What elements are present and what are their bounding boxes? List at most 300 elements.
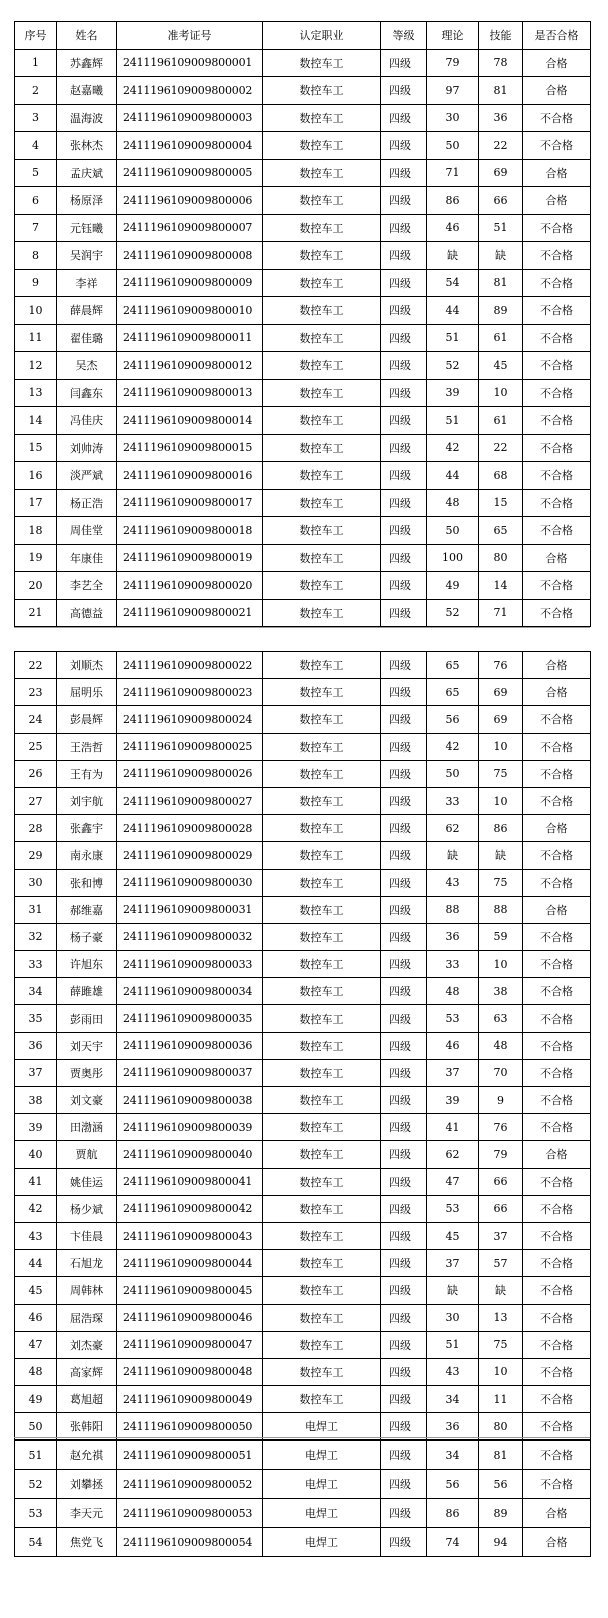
table-row xyxy=(15,923,591,950)
cell-name: 淡严斌 xyxy=(57,462,117,490)
cell-passed: 不合格 xyxy=(523,842,591,869)
cell-index: 47 xyxy=(15,1331,57,1358)
cell-passed: 合格 xyxy=(523,544,591,572)
table-row xyxy=(15,132,591,160)
cell-index: 37 xyxy=(15,1059,57,1086)
cell-occupation: 数控车工 xyxy=(263,324,381,352)
cell-theory-score: 48 xyxy=(427,489,479,517)
cell-occupation: 数控车工 xyxy=(263,869,381,896)
cell-passed: 合格 xyxy=(523,77,591,105)
cell-exam-id: 2411196109009800008 xyxy=(117,242,263,270)
cell-theory-score: 86 xyxy=(427,187,479,215)
cell-theory-score: 44 xyxy=(427,462,479,490)
cell-passed: 不合格 xyxy=(523,923,591,950)
cell-exam-id: 2411196109009800009 xyxy=(117,269,263,297)
table-row xyxy=(15,1141,591,1168)
cell-level: 四级 xyxy=(381,1499,427,1528)
table-row xyxy=(15,896,591,923)
cell-exam-id: 2411196109009800048 xyxy=(117,1358,263,1385)
cell-exam-id: 2411196109009800039 xyxy=(117,1114,263,1141)
cell-name: 张和博 xyxy=(57,869,117,896)
cell-occupation: 数控车工 xyxy=(263,978,381,1005)
cell-skill-score: 57 xyxy=(479,1250,523,1277)
cell-skill-score: 9 xyxy=(479,1087,523,1114)
cell-occupation: 数控车工 xyxy=(263,269,381,297)
table-row xyxy=(15,1470,591,1499)
cell-exam-id: 2411196109009800045 xyxy=(117,1277,263,1304)
cell-index: 12 xyxy=(15,352,57,380)
table-row xyxy=(15,760,591,787)
cell-skill-score: 66 xyxy=(479,187,523,215)
cell-passed: 不合格 xyxy=(523,1087,591,1114)
cell-theory-score: 56 xyxy=(427,706,479,733)
cell-level: 四级 xyxy=(381,1032,427,1059)
cell-level: 四级 xyxy=(381,1470,427,1499)
cell-occupation: 电焊工 xyxy=(263,1470,381,1499)
cell-theory-score: 36 xyxy=(427,923,479,950)
cell-passed: 合格 xyxy=(523,49,591,77)
table-row xyxy=(15,517,591,545)
cell-level: 四级 xyxy=(381,352,427,380)
cell-occupation: 数控车工 xyxy=(263,787,381,814)
cell-skill-score: 59 xyxy=(479,923,523,950)
cell-passed: 不合格 xyxy=(523,434,591,462)
cell-index: 52 xyxy=(15,1470,57,1499)
table-row xyxy=(15,1413,591,1440)
table-row xyxy=(15,1358,591,1385)
cell-occupation: 数控车工 xyxy=(263,1141,381,1168)
table-row xyxy=(15,1277,591,1304)
cell-skill-score: 80 xyxy=(479,1413,523,1440)
cell-name: 刘文豪 xyxy=(57,1087,117,1114)
cell-passed: 不合格 xyxy=(523,462,591,490)
cell-exam-id: 2411196109009800011 xyxy=(117,324,263,352)
cell-name: 赵嘉曦 xyxy=(57,77,117,105)
cell-index: 50 xyxy=(15,1413,57,1440)
cell-level: 四级 xyxy=(381,572,427,600)
cell-theory-score: 50 xyxy=(427,132,479,160)
cell-theory-score: 36 xyxy=(427,1413,479,1440)
cell-skill-score: 22 xyxy=(479,434,523,462)
cell-level: 四级 xyxy=(381,1358,427,1385)
cell-theory-score: 33 xyxy=(427,951,479,978)
cell-index: 8 xyxy=(15,242,57,270)
header-exam-id: 准考证号 xyxy=(117,22,263,50)
cell-skill-score: 94 xyxy=(479,1528,523,1557)
cell-passed: 不合格 xyxy=(523,572,591,600)
cell-occupation: 数控车工 xyxy=(263,951,381,978)
cell-theory-score: 53 xyxy=(427,1195,479,1222)
cell-name: 彭晨辉 xyxy=(57,706,117,733)
cell-occupation: 数控车工 xyxy=(263,1114,381,1141)
cell-name: 彭雨田 xyxy=(57,1005,117,1032)
cell-index: 45 xyxy=(15,1277,57,1304)
cell-occupation: 数控车工 xyxy=(263,77,381,105)
cell-exam-id: 2411196109009800033 xyxy=(117,951,263,978)
cell-level: 四级 xyxy=(381,760,427,787)
cell-theory-score: 50 xyxy=(427,760,479,787)
cell-level: 四级 xyxy=(381,214,427,242)
cell-level: 四级 xyxy=(381,1222,427,1249)
cell-name: 刘顺杰 xyxy=(57,652,117,679)
cell-skill-score: 79 xyxy=(479,1141,523,1168)
cell-exam-id: 2411196109009800018 xyxy=(117,517,263,545)
cell-skill-score: 37 xyxy=(479,1222,523,1249)
cell-occupation: 数控车工 xyxy=(263,1331,381,1358)
table-row xyxy=(15,572,591,600)
table-header-row xyxy=(15,22,591,50)
cell-level: 四级 xyxy=(381,1528,427,1557)
cell-index: 3 xyxy=(15,104,57,132)
cell-occupation: 数控车工 xyxy=(263,49,381,77)
cell-passed: 不合格 xyxy=(523,1005,591,1032)
cell-exam-id: 2411196109009800022 xyxy=(117,652,263,679)
cell-level: 四级 xyxy=(381,951,427,978)
cell-theory-score: 39 xyxy=(427,1087,479,1114)
cell-name: 闫鑫东 xyxy=(57,379,117,407)
cell-skill-score: 63 xyxy=(479,1005,523,1032)
cell-exam-id: 2411196109009800050 xyxy=(117,1413,263,1440)
cell-exam-id: 2411196109009800038 xyxy=(117,1087,263,1114)
cell-passed: 不合格 xyxy=(523,1277,591,1304)
table-row xyxy=(15,1441,591,1470)
cell-level: 四级 xyxy=(381,544,427,572)
cell-occupation: 数控车工 xyxy=(263,517,381,545)
cell-name: 高家辉 xyxy=(57,1358,117,1385)
cell-passed: 不合格 xyxy=(523,1250,591,1277)
cell-index: 9 xyxy=(15,269,57,297)
cell-exam-id: 2411196109009800054 xyxy=(117,1528,263,1557)
cell-name: 吴润宇 xyxy=(57,242,117,270)
cell-name: 石旭龙 xyxy=(57,1250,117,1277)
table-row xyxy=(15,978,591,1005)
table-row xyxy=(15,1222,591,1249)
cell-name: 焦党飞 xyxy=(57,1528,117,1557)
cell-index: 48 xyxy=(15,1358,57,1385)
cell-name: 刘攀拯 xyxy=(57,1470,117,1499)
table-row xyxy=(15,297,591,325)
cell-passed: 不合格 xyxy=(523,1304,591,1331)
cell-exam-id: 2411196109009800004 xyxy=(117,132,263,160)
table-row xyxy=(15,214,591,242)
cell-occupation: 数控车工 xyxy=(263,1222,381,1249)
cell-passed: 不合格 xyxy=(523,1222,591,1249)
cell-occupation: 数控车工 xyxy=(263,1386,381,1413)
table-row xyxy=(15,869,591,896)
header-name: 姓名 xyxy=(57,22,117,50)
cell-exam-id: 2411196109009800049 xyxy=(117,1386,263,1413)
cell-exam-id: 2411196109009800051 xyxy=(117,1441,263,1470)
cell-occupation: 数控车工 xyxy=(263,842,381,869)
cell-occupation: 数控车工 xyxy=(263,242,381,270)
cell-occupation: 数控车工 xyxy=(263,1195,381,1222)
cell-level: 四级 xyxy=(381,978,427,1005)
cell-theory-score: 50 xyxy=(427,517,479,545)
cell-name: 葛旭超 xyxy=(57,1386,117,1413)
table-row xyxy=(15,1250,591,1277)
cell-occupation: 数控车工 xyxy=(263,599,381,627)
cell-name: 张鑫宇 xyxy=(57,815,117,842)
cell-skill-score: 89 xyxy=(479,1499,523,1528)
cell-skill-score: 10 xyxy=(479,379,523,407)
cell-skill-score: 10 xyxy=(479,733,523,760)
cell-occupation: 数控车工 xyxy=(263,544,381,572)
cell-name: 张韩阳 xyxy=(57,1413,117,1440)
cell-occupation: 数控车工 xyxy=(263,352,381,380)
cell-index: 7 xyxy=(15,214,57,242)
cell-level: 四级 xyxy=(381,896,427,923)
cell-exam-id: 2411196109009800035 xyxy=(117,1005,263,1032)
cell-exam-id: 2411196109009800010 xyxy=(117,297,263,325)
cell-skill-score: 11 xyxy=(479,1386,523,1413)
cell-theory-score: 54 xyxy=(427,269,479,297)
cell-passed: 不合格 xyxy=(523,297,591,325)
cell-occupation: 电焊工 xyxy=(263,1413,381,1440)
cell-exam-id: 2411196109009800040 xyxy=(117,1141,263,1168)
cell-exam-id: 2411196109009800029 xyxy=(117,842,263,869)
cell-skill-score: 61 xyxy=(479,324,523,352)
table-row xyxy=(15,951,591,978)
cell-index: 36 xyxy=(15,1032,57,1059)
cell-theory-score: 37 xyxy=(427,1250,479,1277)
cell-theory-score: 51 xyxy=(427,1331,479,1358)
header-index: 序号 xyxy=(15,22,57,50)
cell-passed: 合格 xyxy=(523,187,591,215)
cell-skill-score: 89 xyxy=(479,297,523,325)
cell-skill-score: 48 xyxy=(479,1032,523,1059)
cell-exam-id: 2411196109009800047 xyxy=(117,1331,263,1358)
cell-skill-score: 14 xyxy=(479,572,523,600)
cell-theory-score: 52 xyxy=(427,599,479,627)
cell-level: 四级 xyxy=(381,77,427,105)
cell-index: 34 xyxy=(15,978,57,1005)
cell-exam-id: 2411196109009800034 xyxy=(117,978,263,1005)
cell-name: 薛雎雄 xyxy=(57,978,117,1005)
cell-name: 田渤涵 xyxy=(57,1114,117,1141)
cell-name: 高德益 xyxy=(57,599,117,627)
cell-index: 15 xyxy=(15,434,57,462)
cell-passed: 不合格 xyxy=(523,1358,591,1385)
cell-skill-score: 69 xyxy=(479,159,523,187)
cell-occupation: 数控车工 xyxy=(263,132,381,160)
cell-level: 四级 xyxy=(381,679,427,706)
cell-level: 四级 xyxy=(381,242,427,270)
cell-passed: 合格 xyxy=(523,679,591,706)
cell-skill-score: 88 xyxy=(479,896,523,923)
cell-skill-score: 22 xyxy=(479,132,523,160)
cell-level: 四级 xyxy=(381,297,427,325)
cell-level: 四级 xyxy=(381,489,427,517)
cell-index: 44 xyxy=(15,1250,57,1277)
cell-name: 苏鑫辉 xyxy=(57,49,117,77)
cell-occupation: 数控车工 xyxy=(263,733,381,760)
cell-index: 18 xyxy=(15,517,57,545)
cell-passed: 合格 xyxy=(523,1528,591,1557)
cell-index: 13 xyxy=(15,379,57,407)
cell-theory-score: 51 xyxy=(427,407,479,435)
results-table-part-1 xyxy=(14,21,591,627)
cell-occupation: 数控车工 xyxy=(263,462,381,490)
cell-index: 53 xyxy=(15,1499,57,1528)
cell-name: 孟庆斌 xyxy=(57,159,117,187)
cell-name: 南永康 xyxy=(57,842,117,869)
cell-level: 四级 xyxy=(381,1087,427,1114)
cell-skill-score: 10 xyxy=(479,787,523,814)
cell-exam-id: 2411196109009800003 xyxy=(117,104,263,132)
table-row xyxy=(15,706,591,733)
cell-theory-score: 43 xyxy=(427,1358,479,1385)
cell-exam-id: 2411196109009800024 xyxy=(117,706,263,733)
cell-index: 4 xyxy=(15,132,57,160)
cell-passed: 不合格 xyxy=(523,978,591,1005)
cell-passed: 不合格 xyxy=(523,787,591,814)
cell-index: 14 xyxy=(15,407,57,435)
cell-theory-score: 44 xyxy=(427,297,479,325)
cell-passed: 不合格 xyxy=(523,242,591,270)
cell-theory-score: 86 xyxy=(427,1499,479,1528)
cell-name: 杨原泽 xyxy=(57,187,117,215)
cell-index: 38 xyxy=(15,1087,57,1114)
table-row xyxy=(15,104,591,132)
cell-index: 41 xyxy=(15,1168,57,1195)
cell-name: 周佳堂 xyxy=(57,517,117,545)
cell-skill-score: 61 xyxy=(479,407,523,435)
cell-name: 周韩林 xyxy=(57,1277,117,1304)
cell-exam-id: 2411196109009800020 xyxy=(117,572,263,600)
cell-passed: 不合格 xyxy=(523,706,591,733)
cell-passed: 不合格 xyxy=(523,1470,591,1499)
table-row xyxy=(15,187,591,215)
cell-skill-score: 10 xyxy=(479,951,523,978)
cell-exam-id: 2411196109009800016 xyxy=(117,462,263,490)
cell-theory-score: 49 xyxy=(427,572,479,600)
table-row xyxy=(15,1195,591,1222)
cell-skill-score: 69 xyxy=(479,679,523,706)
table-row xyxy=(15,159,591,187)
table-row xyxy=(15,49,591,77)
cell-name: 刘天宇 xyxy=(57,1032,117,1059)
cell-level: 四级 xyxy=(381,269,427,297)
cell-index: 54 xyxy=(15,1528,57,1557)
cell-passed: 不合格 xyxy=(523,599,591,627)
header-level: 等级 xyxy=(381,22,427,50)
cell-occupation: 数控车工 xyxy=(263,379,381,407)
cell-occupation: 数控车工 xyxy=(263,214,381,242)
cell-exam-id: 2411196109009800032 xyxy=(117,923,263,950)
cell-passed: 不合格 xyxy=(523,352,591,380)
cell-skill-score: 75 xyxy=(479,760,523,787)
cell-name: 冯佳庆 xyxy=(57,407,117,435)
cell-skill-score: 45 xyxy=(479,352,523,380)
cell-skill-score: 76 xyxy=(479,1114,523,1141)
cell-index: 31 xyxy=(15,896,57,923)
cell-theory-score: 62 xyxy=(427,1141,479,1168)
cell-name: 许旭东 xyxy=(57,951,117,978)
cell-theory-score: 42 xyxy=(427,733,479,760)
cell-theory-score: 34 xyxy=(427,1386,479,1413)
cell-occupation: 数控车工 xyxy=(263,489,381,517)
cell-passed: 不合格 xyxy=(523,1168,591,1195)
cell-name: 郝维嘉 xyxy=(57,896,117,923)
cell-theory-score: 74 xyxy=(427,1528,479,1557)
cell-theory-score: 88 xyxy=(427,896,479,923)
cell-level: 四级 xyxy=(381,1005,427,1032)
table-row xyxy=(15,77,591,105)
cell-passed: 不合格 xyxy=(523,324,591,352)
cell-exam-id: 2411196109009800052 xyxy=(117,1470,263,1499)
cell-exam-id: 2411196109009800007 xyxy=(117,214,263,242)
cell-theory-score: 30 xyxy=(427,104,479,132)
cell-passed: 合格 xyxy=(523,1141,591,1168)
cell-name: 屈明乐 xyxy=(57,679,117,706)
table-row xyxy=(15,842,591,869)
cell-passed: 不合格 xyxy=(523,1413,591,1440)
cell-occupation: 数控车工 xyxy=(263,706,381,733)
cell-skill-score: 78 xyxy=(479,49,523,77)
cell-theory-score: 47 xyxy=(427,1168,479,1195)
table-row xyxy=(15,544,591,572)
cell-occupation: 数控车工 xyxy=(263,104,381,132)
cell-passed: 不合格 xyxy=(523,517,591,545)
cell-skill-score: 66 xyxy=(479,1195,523,1222)
cell-occupation: 数控车工 xyxy=(263,1059,381,1086)
cell-skill-score: 75 xyxy=(479,869,523,896)
cell-theory-score: 97 xyxy=(427,77,479,105)
cell-level: 四级 xyxy=(381,132,427,160)
cell-index: 22 xyxy=(15,652,57,679)
cell-theory-score: 56 xyxy=(427,1470,479,1499)
cell-occupation: 数控车工 xyxy=(263,434,381,462)
cell-level: 四级 xyxy=(381,407,427,435)
cell-level: 四级 xyxy=(381,1250,427,1277)
cell-index: 19 xyxy=(15,544,57,572)
cell-theory-score: 52 xyxy=(427,352,479,380)
cell-occupation: 数控车工 xyxy=(263,896,381,923)
cell-passed: 不合格 xyxy=(523,951,591,978)
cell-level: 四级 xyxy=(381,324,427,352)
cell-occupation: 数控车工 xyxy=(263,1087,381,1114)
cell-index: 28 xyxy=(15,815,57,842)
cell-passed: 合格 xyxy=(523,159,591,187)
cell-skill-score: 65 xyxy=(479,517,523,545)
cell-exam-id: 2411196109009800013 xyxy=(117,379,263,407)
header-skill: 技能 xyxy=(479,22,523,50)
cell-skill-score: 66 xyxy=(479,1168,523,1195)
cell-theory-score: 缺 xyxy=(427,242,479,270)
cell-exam-id: 2411196109009800017 xyxy=(117,489,263,517)
cell-theory-score: 62 xyxy=(427,815,479,842)
cell-passed: 不合格 xyxy=(523,132,591,160)
cell-theory-score: 39 xyxy=(427,379,479,407)
cell-exam-id: 2411196109009800037 xyxy=(117,1059,263,1086)
cell-passed: 不合格 xyxy=(523,1386,591,1413)
cell-theory-score: 71 xyxy=(427,159,479,187)
cell-theory-score: 45 xyxy=(427,1222,479,1249)
cell-exam-id: 2411196109009800027 xyxy=(117,787,263,814)
cell-theory-score: 33 xyxy=(427,787,479,814)
cell-skill-score: 81 xyxy=(479,1441,523,1470)
cell-index: 29 xyxy=(15,842,57,869)
cell-level: 四级 xyxy=(381,733,427,760)
cell-occupation: 数控车工 xyxy=(263,679,381,706)
cell-level: 四级 xyxy=(381,1413,427,1440)
cell-occupation: 数控车工 xyxy=(263,760,381,787)
cell-theory-score: 100 xyxy=(427,544,479,572)
cell-name: 薛晨辉 xyxy=(57,297,117,325)
cell-exam-id: 2411196109009800046 xyxy=(117,1304,263,1331)
cell-skill-score: 69 xyxy=(479,706,523,733)
cell-passed: 合格 xyxy=(523,1499,591,1528)
